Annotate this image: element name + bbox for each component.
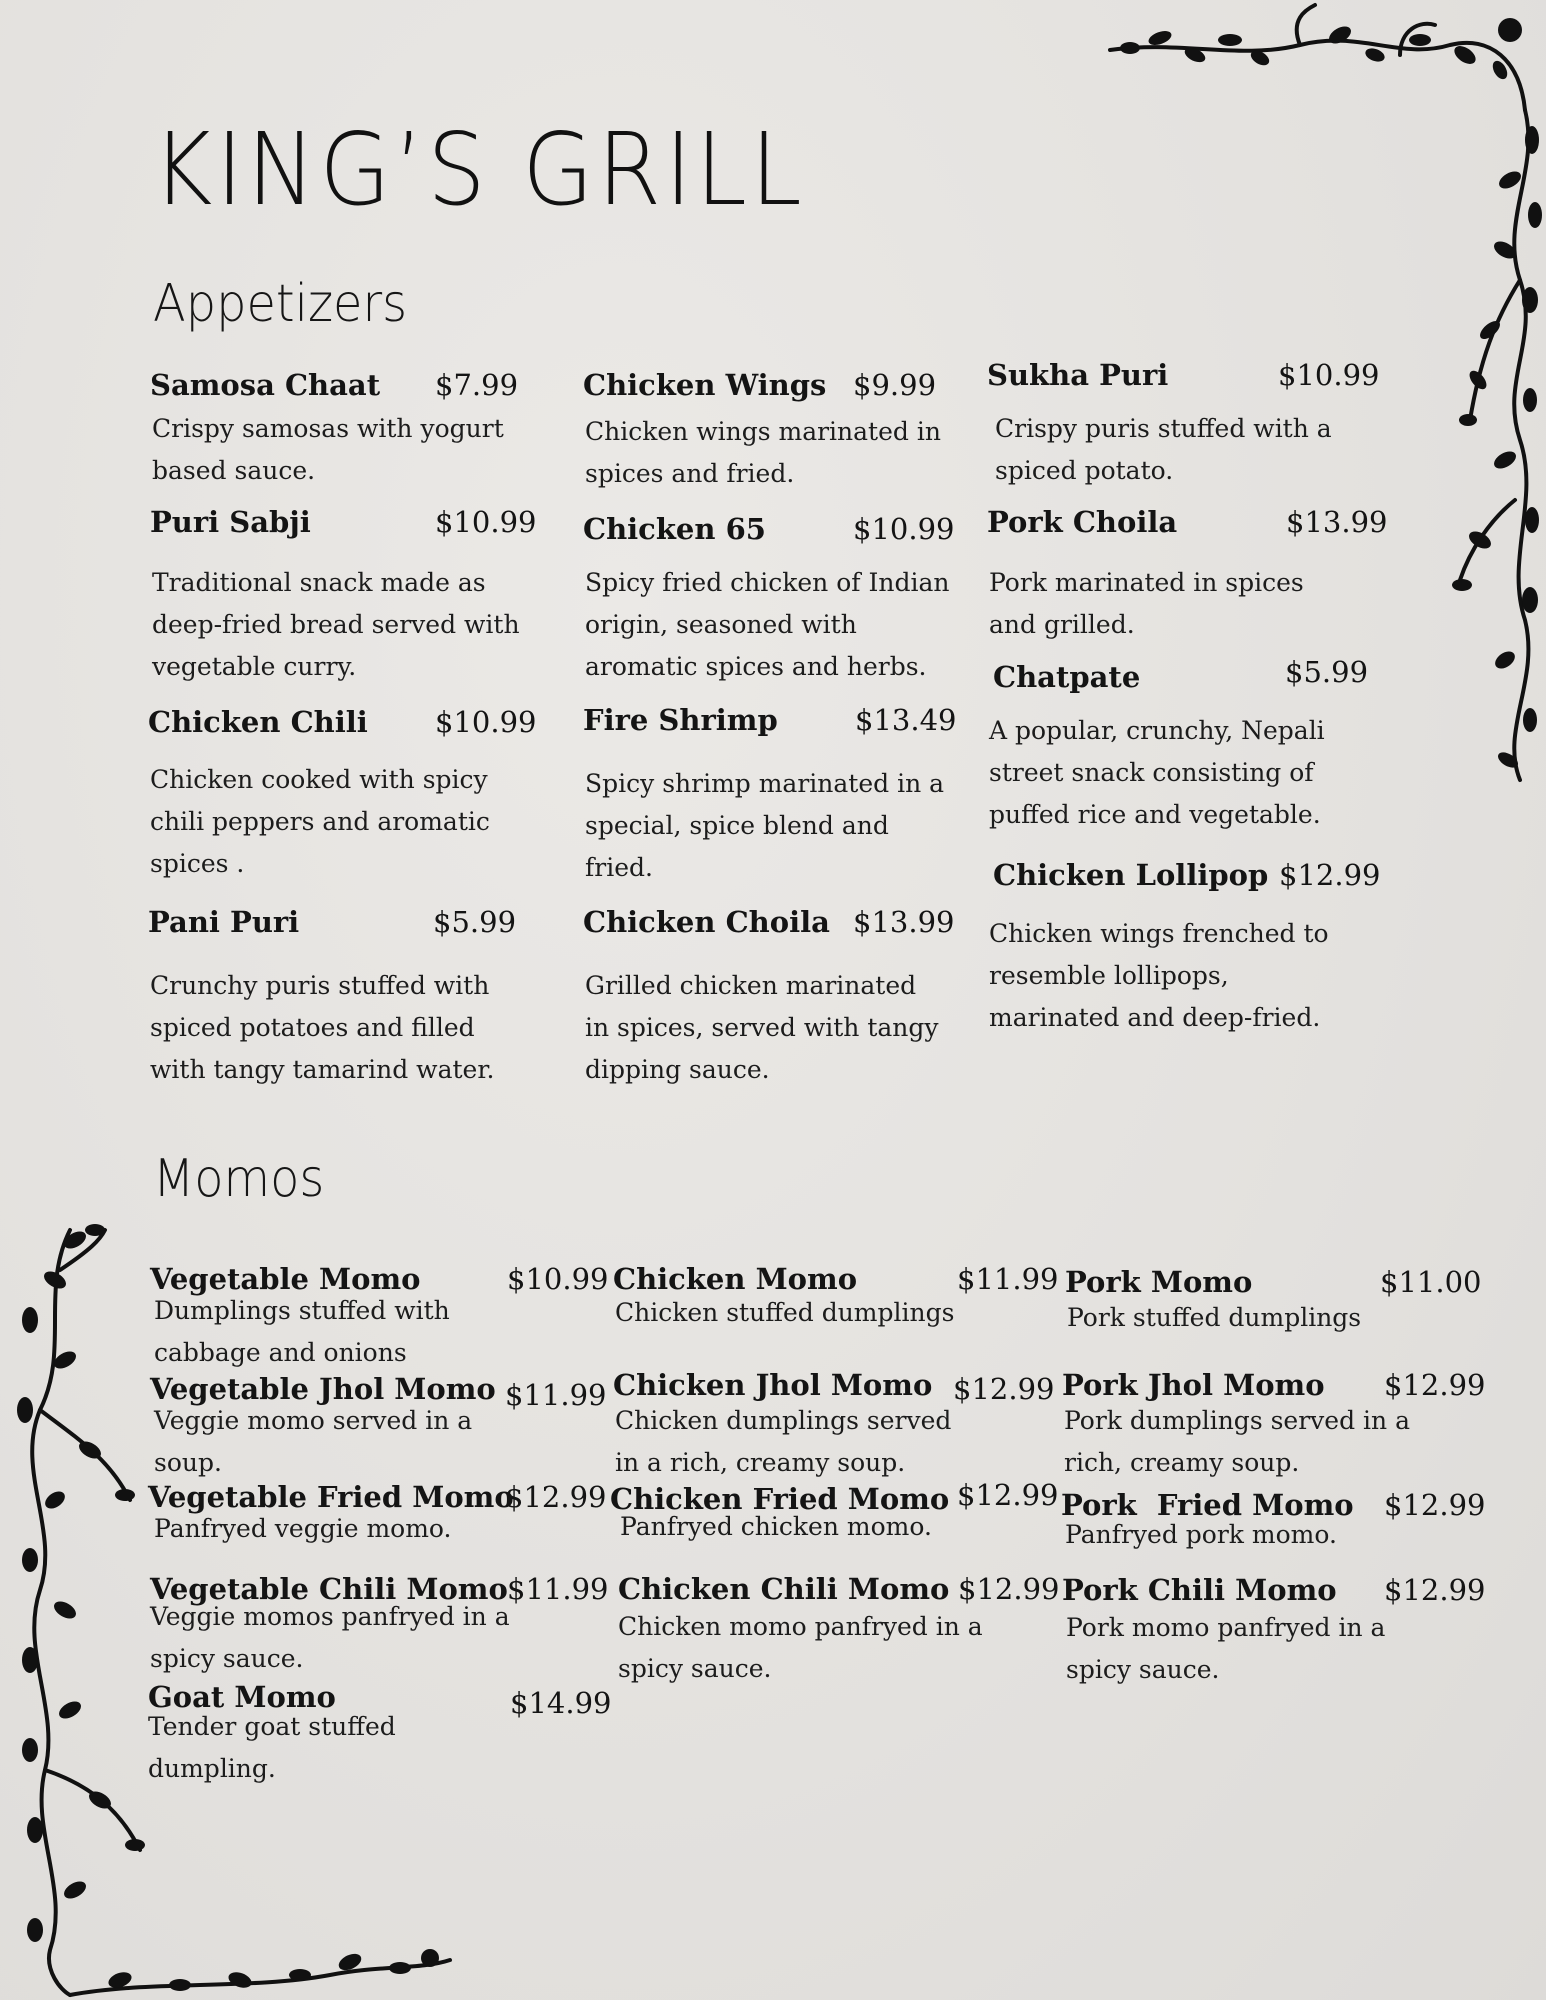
item-name: Vegetable Jhol Momo: [150, 1372, 496, 1406]
item-price: $10.99: [435, 705, 537, 739]
item-name: Chicken Lollipop: [993, 858, 1269, 892]
item-description: Panfryed veggie momo.: [154, 1514, 452, 1543]
item-description: Chicken wings frenched to resemble lollipops, marinated and deep-fried.: [989, 919, 1329, 1032]
item-price: $13.49: [855, 703, 957, 737]
item-name: Pork Momo: [1065, 1265, 1253, 1299]
item-description: Tender goat stuffed dumpling.: [148, 1712, 396, 1783]
item-description: Veggie momos panfryed in a spicy sauce.: [150, 1602, 510, 1673]
item-description: Panfryed pork momo.: [1065, 1520, 1337, 1549]
item-description: Chicken wings marinated in spices and fried.: [585, 417, 941, 488]
item-price: $10.99: [853, 512, 955, 546]
item-description: Pork dumplings served in a rich, creamy soup.: [1064, 1406, 1410, 1477]
item-price: $12.99: [958, 1572, 1060, 1606]
item-price: $12.99: [1384, 1573, 1486, 1607]
item-description: Spicy fried chicken of Indian origin, seasoned with aromatic spices and herbs.: [585, 568, 950, 681]
item-name: Vegetable Momo: [150, 1262, 421, 1296]
item-name: Chicken Chili Momo: [618, 1572, 950, 1606]
item-name: Chicken Choila: [583, 905, 830, 939]
item-price: $5.99: [433, 905, 517, 939]
appetizers-heading: Appetizers: [153, 274, 408, 334]
item-price: $10.99: [507, 1262, 609, 1296]
item-price: $11.00: [1380, 1265, 1482, 1299]
item-description: Chicken cooked with spicy chili peppers and aromatic spices .: [150, 765, 490, 878]
item-description: Spicy shrimp marinated in a special, spice blend and fried.: [585, 769, 945, 882]
item-name: Chatpate: [993, 660, 1141, 694]
item-description: Chicken dumplings served in a rich, creamy soup.: [615, 1406, 952, 1477]
item-name: Fire Shrimp: [583, 703, 778, 737]
item-name: Chicken 65: [583, 512, 766, 546]
item-price: $7.99: [435, 368, 519, 402]
item-price: $12.99: [1384, 1368, 1486, 1402]
item-name: Chicken Momo: [613, 1262, 858, 1296]
item-price: $11.99: [505, 1378, 607, 1412]
item-price: $13.99: [1286, 505, 1388, 539]
item-description: Chicken momo panfryed in a spicy sauce.: [618, 1612, 983, 1683]
item-price: $12.99: [1384, 1488, 1486, 1522]
item-price: $5.99: [1285, 655, 1369, 689]
item-description: Grilled chicken marinated in spices, served with tangy dipping sauce.: [585, 971, 939, 1084]
item-price: $12.99: [1279, 858, 1381, 892]
item-price: $13.99: [853, 905, 955, 939]
item-price: $11.99: [957, 1262, 1059, 1296]
item-name: Pork Jhol Momo: [1062, 1368, 1325, 1402]
item-description: A popular, crunchy, Nepali street snack consisting of puffed rice and vegetable.: [989, 716, 1325, 829]
item-name: Pork Choila: [987, 505, 1178, 539]
item-name: Vegetable Chili Momo: [150, 1572, 508, 1606]
item-name: Chicken Wings: [583, 368, 827, 402]
restaurant-title: KING’S GRILL: [152, 111, 806, 228]
item-price: $9.99: [853, 368, 937, 402]
item-price: $12.99: [953, 1372, 1055, 1406]
item-price: $11.99: [507, 1572, 609, 1606]
item-description: Crispy samosas with yogurt based sauce.: [152, 414, 504, 485]
item-description: Traditional snack made as deep-fried bread served with vegetable curry.: [152, 568, 520, 681]
item-name: Pork Chili Momo: [1062, 1573, 1337, 1607]
item-name: Vegetable Fried Momo: [148, 1480, 514, 1514]
item-description: Panfryed chicken momo.: [620, 1512, 932, 1541]
item-description: Chicken stuffed dumplings: [615, 1298, 955, 1327]
item-description: Dumplings stuffed with cabbage and onions: [154, 1296, 450, 1367]
item-description: Pork marinated in spices and grilled.: [989, 568, 1304, 639]
item-price: $14.99: [510, 1686, 612, 1720]
item-name: Sukha Puri: [987, 358, 1169, 392]
item-description: Veggie momo served in a soup.: [154, 1406, 473, 1477]
item-price: $10.99: [1278, 358, 1380, 392]
item-price: $10.99: [435, 505, 537, 539]
item-name: Pani Puri: [148, 905, 300, 939]
item-name: Chicken Fried Momo: [610, 1482, 950, 1516]
item-name: Samosa Chaat: [150, 368, 381, 402]
item-price: $12.99: [957, 1478, 1059, 1512]
item-description: Crunchy puris stuffed with spiced potatoes and filled with tangy tamarind water.: [150, 971, 495, 1084]
item-name: Pork Fried Momo: [1061, 1488, 1354, 1522]
item-name: Chicken Jhol Momo: [613, 1368, 933, 1402]
item-name: Chicken Chili: [148, 705, 368, 739]
item-name: Puri Sabji: [150, 505, 311, 539]
item-price: $12.99: [505, 1480, 607, 1514]
item-description: Crispy puris stuffed with a spiced potato.: [995, 414, 1332, 485]
item-description: Pork stuffed dumplings: [1067, 1303, 1362, 1332]
item-name: Goat Momo: [148, 1680, 336, 1714]
momos-heading: Momos: [153, 1149, 325, 1209]
item-description: Pork momo panfryed in a spicy sauce.: [1066, 1613, 1386, 1684]
